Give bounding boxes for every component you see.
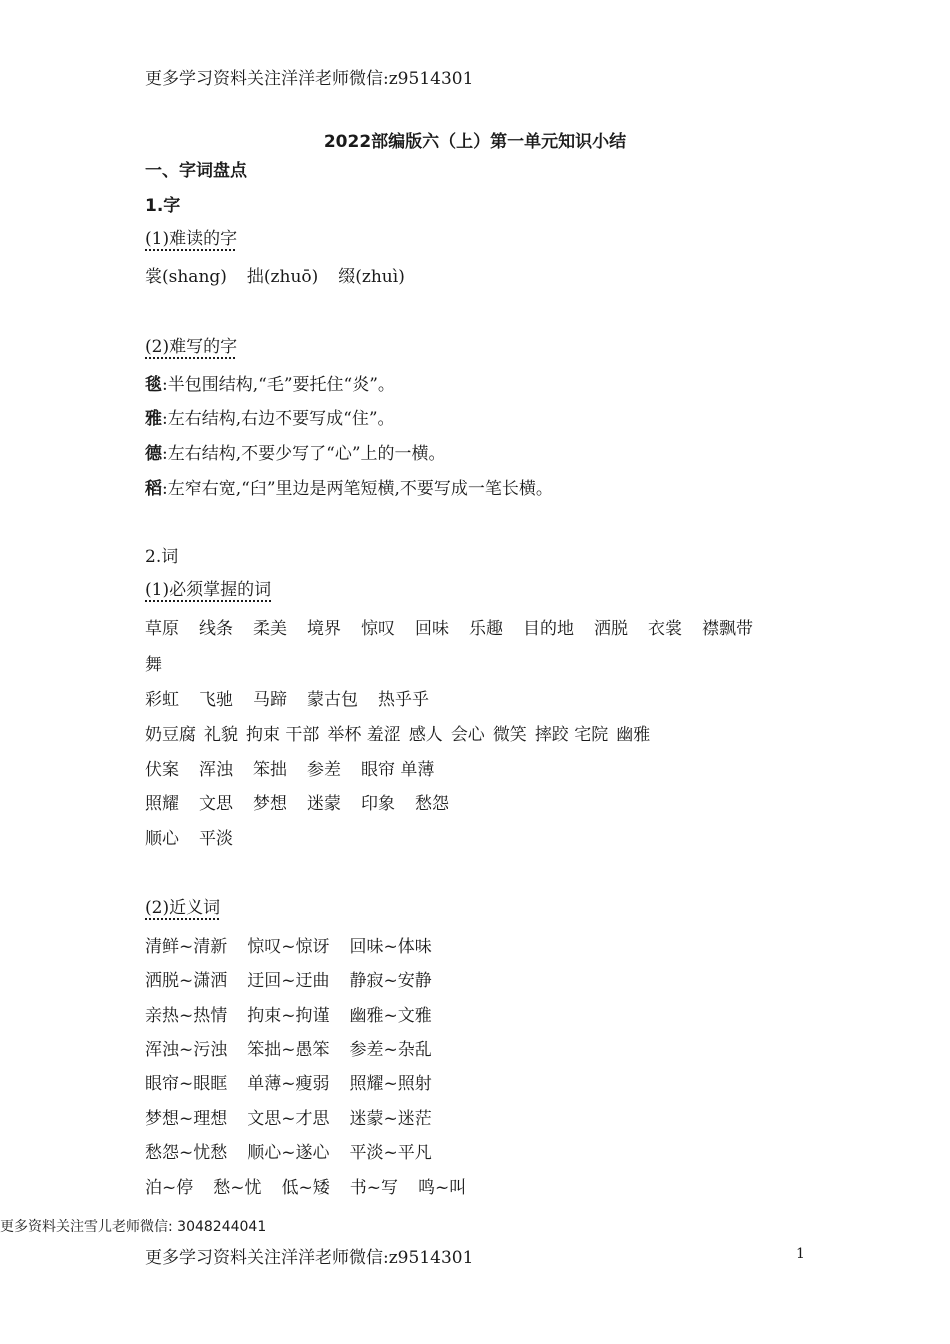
synonyms-label-text: (2)近义词 [145,898,221,918]
word: 回味 [415,619,449,639]
synonym-pair: 泊~停 [145,1178,194,1198]
synonym-pair: 惊叹~惊讶 [247,937,330,957]
word: 奶豆腐 [145,725,196,745]
word-row [145,654,162,676]
hard-read-row [145,266,405,288]
synonym-pair: 单薄~瘦弱 [247,1074,330,1094]
hard-read-item: 裳(shang) [145,267,227,287]
hard-write-item [145,374,395,396]
hard-write-char: 稻 [145,479,162,499]
word-row [145,759,434,781]
synonym-pair: 迷蒙~迷茫 [349,1109,432,1129]
synonym-pair: 亲热~热情 [145,1006,228,1026]
hard-read-label [145,228,237,250]
synonym-pair: 愁~忧 [213,1178,262,1198]
hard-write-item [145,478,553,500]
word: 惊叹 [361,619,395,639]
synonym-pair: 顺心~遂心 [247,1143,330,1163]
synonym-pair: 照耀~照射 [349,1074,432,1094]
must-words-label-text: (1)必须掌握的词 [145,580,272,600]
word: 愁怨 [415,794,449,814]
page-footer: 更多学习资料关注洋洋老师微信:z9514301 [145,1248,474,1268]
word: 境界 [307,619,341,639]
synonym-pair: 低~矮 [281,1178,330,1198]
synonym-pair: 回味~体味 [349,937,432,957]
synonym-row [145,970,432,992]
synonym-row [145,1108,432,1130]
word-row [145,724,650,746]
must-words-label [145,579,271,601]
word-row [145,828,233,850]
word: 热乎乎 [378,690,429,710]
hard-write-item [145,408,395,430]
word: 乐趣 [469,619,503,639]
synonym-pair: 浑浊~污浊 [145,1040,228,1060]
hard-write-label [145,336,237,358]
hard-read-item: 缀(zhuì) [338,267,405,287]
hard-write-item [145,443,446,465]
word: 会心 [450,725,485,745]
synonym-row [145,1039,432,1061]
page-header: 更多学习资料关注洋洋老师微信:z9514301 [145,69,474,89]
word-row [145,689,429,711]
word-row [145,793,449,815]
hard-write-note: :左窄右宽,“臼”里边是两笔短横,不要写成一笔长横。 [162,479,553,499]
synonym-pair: 参差~杂乱 [349,1040,432,1060]
word: 文思 [199,794,233,814]
synonym-row [145,1073,432,1095]
synonym-pair: 平淡~平凡 [349,1143,432,1163]
hard-write-char: 德 [145,444,162,464]
synonym-pair: 眼帘~眼眶 [145,1074,228,1094]
word: 线条 [199,619,233,639]
word: 幽雅 [616,725,651,745]
synonym-pair: 鸣~叫 [418,1178,467,1198]
word: 摔跤 宅院 [534,725,609,745]
word: 浑浊 [199,760,233,780]
synonym-pair: 迂回~迂曲 [247,971,330,991]
subsection-zi: 1.字 [145,196,181,216]
synonym-pair: 静寂~安静 [349,971,432,991]
word: 襟飘带 [702,619,753,639]
hard-read-item: 拙(zhuō) [246,267,319,287]
hard-write-note: :左右结构,右边不要写成“住”。 [162,409,395,429]
page-number: 1 [796,1246,805,1262]
synonym-row [145,1005,432,1027]
hard-write-note: :左右结构,不要少写了“心”上的一横。 [162,444,446,464]
word: 印象 [361,794,395,814]
word: 舞 [145,655,162,675]
word: 举杯 羞涩 [327,725,401,745]
synonym-row [145,1177,466,1199]
word: 微笑 [492,725,527,745]
hard-read-label-text: (1)难读的字 [145,229,238,249]
word: 礼貌 [204,725,238,745]
word: 彩虹 [145,690,179,710]
hard-write-note: :半包围结构,“毛”要托住“炎”。 [162,375,395,395]
synonym-pair: 幽雅~文雅 [349,1006,432,1026]
word: 感人 [408,725,443,745]
word: 照耀 [145,794,179,814]
hard-write-label-text: (2)难写的字 [145,337,238,357]
word: 拘束 干部 [246,725,320,745]
word: 飞驰 [199,690,233,710]
word: 平淡 [199,829,233,849]
synonym-pair: 拘束~拘谨 [247,1006,330,1026]
synonym-pair: 梦想~理想 [145,1109,228,1129]
word: 笨拙 [253,760,287,780]
synonym-row [145,1142,432,1164]
word: 眼帘 单薄 [361,760,435,780]
section-heading: 一、字词盘点 [145,161,247,181]
word: 目的地 [523,619,574,639]
word: 衣裳 [648,619,682,639]
synonym-pair: 文思~才思 [247,1109,330,1129]
synonym-pair: 清鲜~清新 [145,937,228,957]
document-title: 2022部编版六（上）第一单元知识小结 [323,132,627,152]
word: 顺心 [145,829,179,849]
word: 洒脱 [594,619,628,639]
synonym-pair: 笨拙~愚笨 [247,1040,330,1060]
word: 梦想 [253,794,287,814]
synonym-pair: 洒脱~潇洒 [145,971,228,991]
subsection-ci: 2.词 [145,547,179,567]
word-row [145,618,753,640]
synonym-row [145,936,432,958]
word: 马蹄 [253,690,287,710]
word: 迷蒙 [307,794,341,814]
footer-watermark: 更多资料关注雪儿老师微信: 3048244041 [0,1219,267,1235]
synonyms-label [145,897,220,919]
synonym-pair: 书~写 [349,1178,398,1198]
hard-write-char: 毯 [145,375,162,395]
word: 参差 [307,760,341,780]
word: 蒙古包 [307,690,358,710]
hard-write-char: 雅 [145,409,162,429]
word: 伏案 [145,760,179,780]
word: 柔美 [253,619,287,639]
word: 草原 [145,619,179,639]
synonym-pair: 愁怨~忧愁 [145,1143,228,1163]
